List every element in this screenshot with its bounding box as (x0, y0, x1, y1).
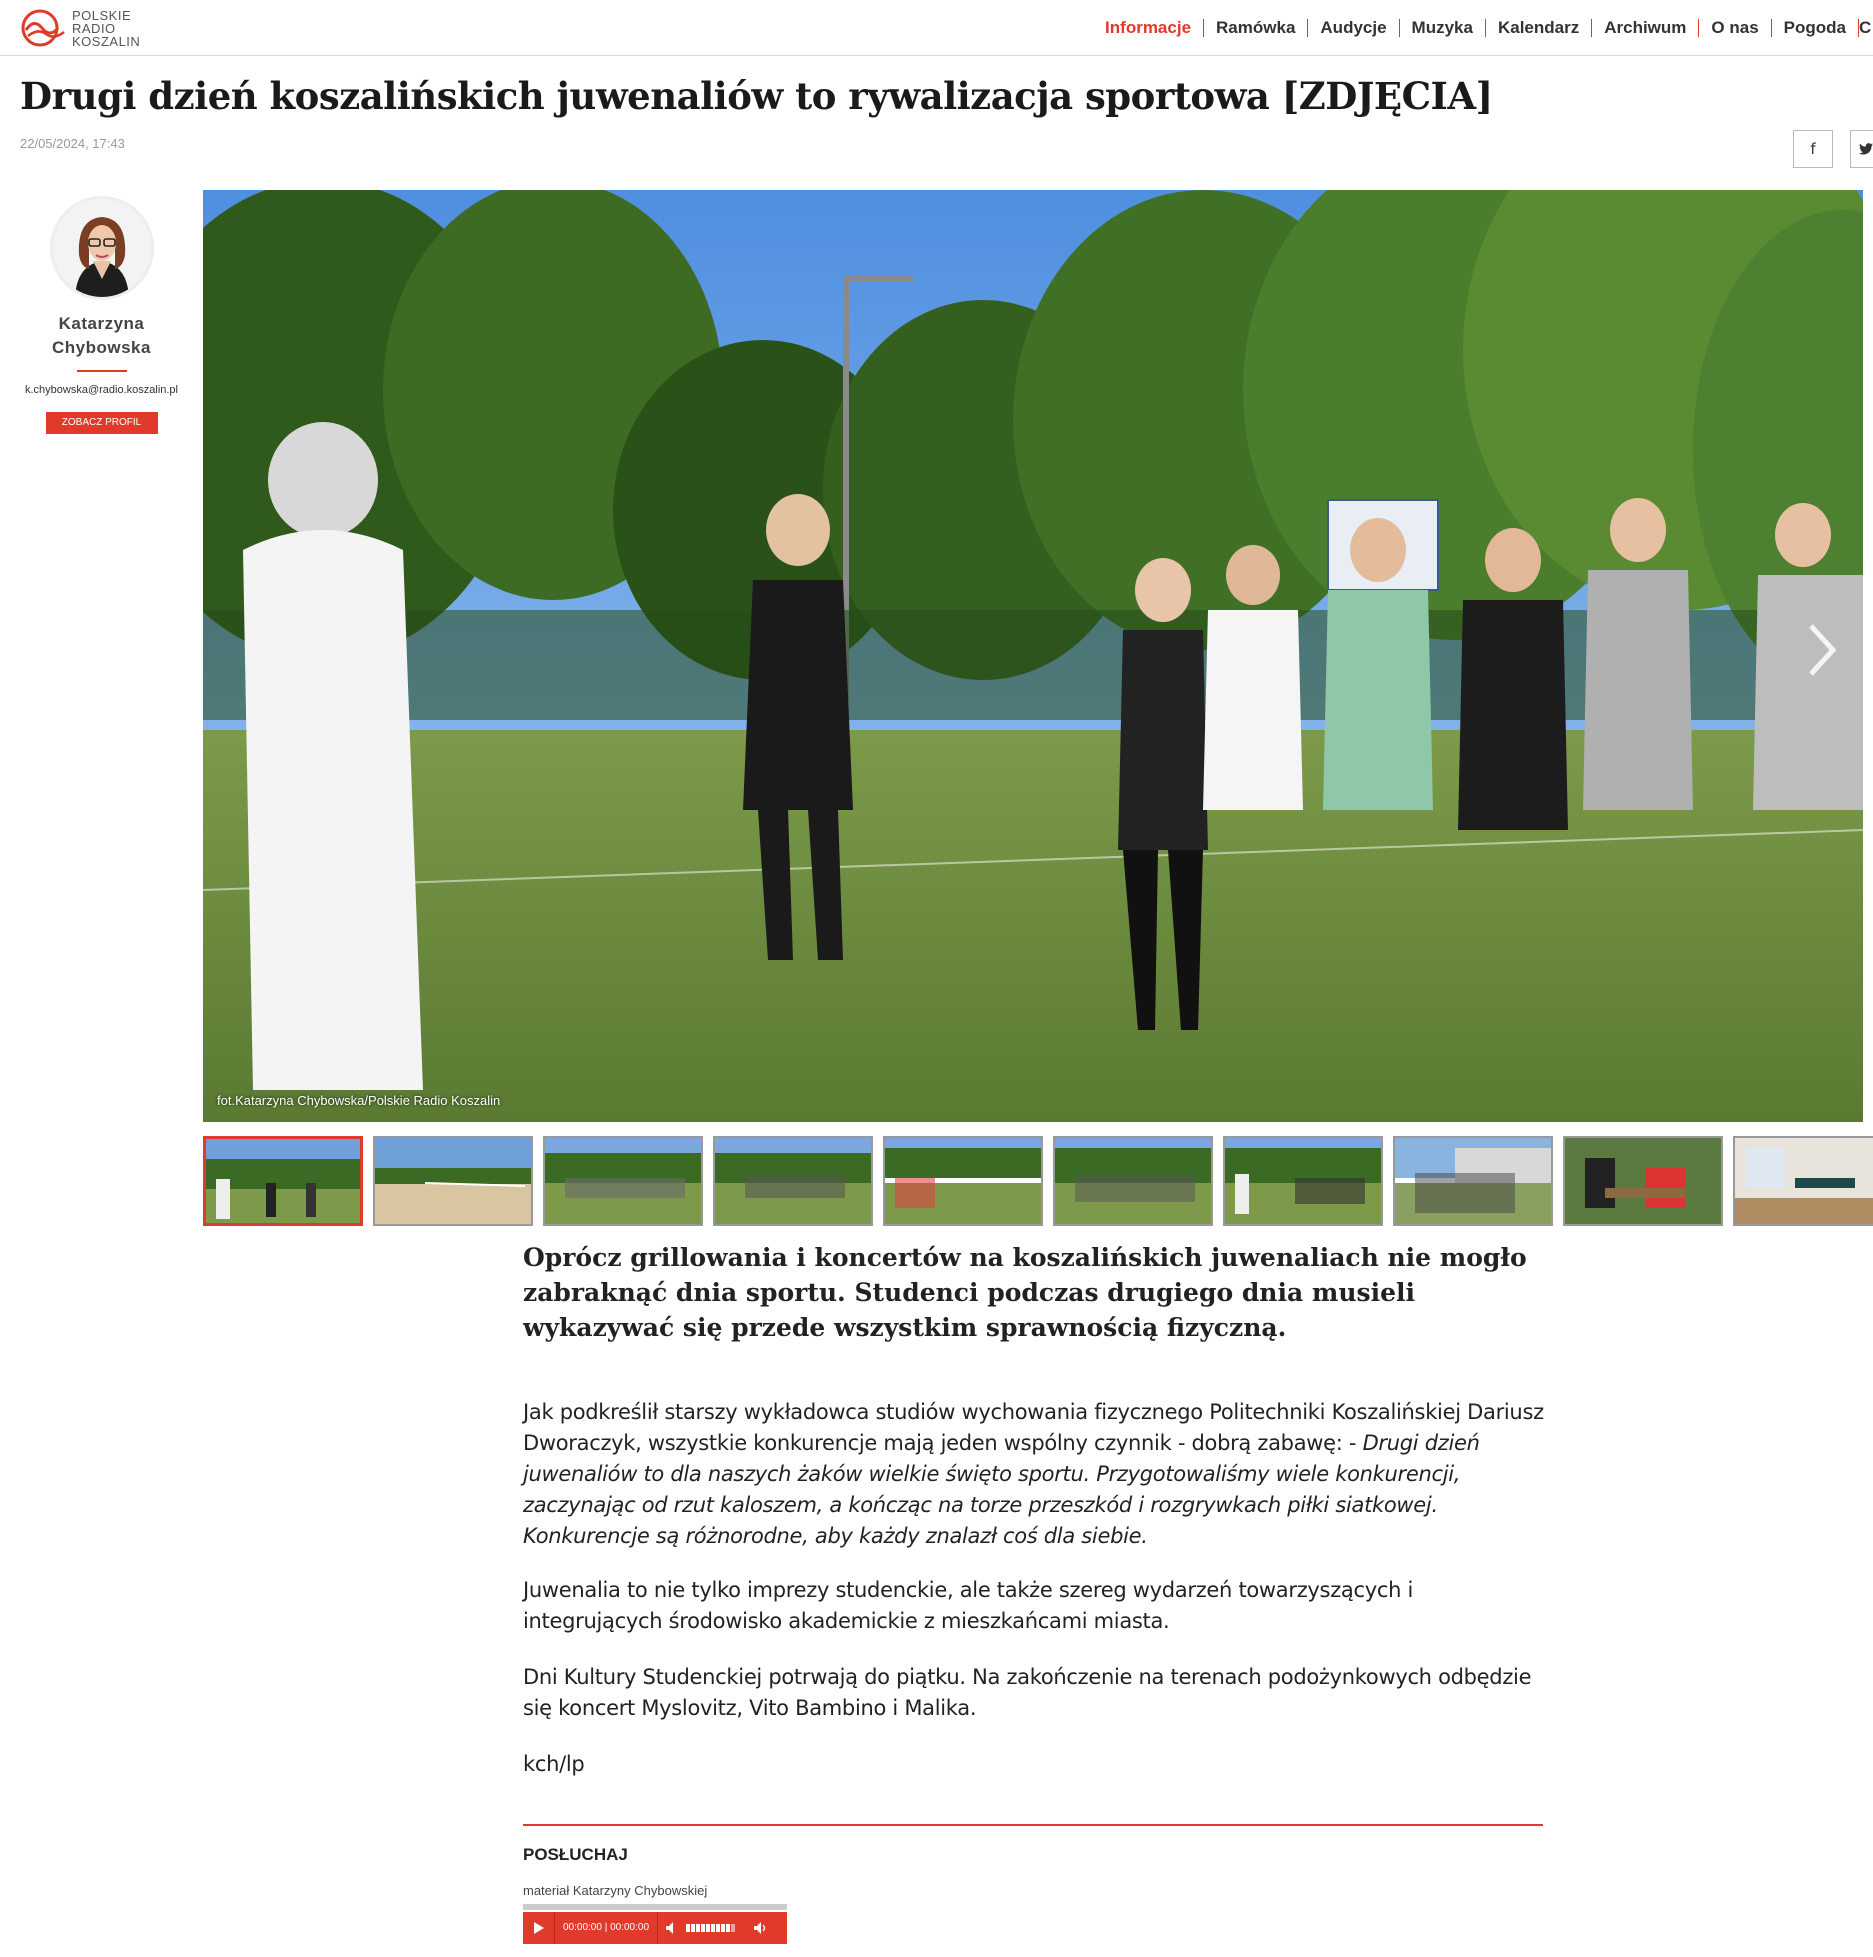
nav-item-informacje[interactable]: Informacje (1093, 19, 1204, 37)
volume-max-icon (754, 1922, 768, 1934)
gallery-thumb-9[interactable] (1563, 1136, 1723, 1226)
article-signature: kch/lp (523, 1752, 585, 1776)
photo-illustration (203, 190, 1863, 1122)
paragraph-1-text: Jak podkreślił starszy wykładowca studiów wychowania fizycznego Politechniki Koszalińskiej Dariusz Dworaczyk, wszystkie konkurencje mają jeden wspólny czynnik - dobrą zabawę: - (523, 1400, 1544, 1455)
author-box (0, 196, 203, 434)
gallery-thumb-10[interactable] (1733, 1136, 1873, 1226)
main-nav (1093, 18, 1873, 38)
author-email[interactable]: k.chybowska@radio.koszalin.pl (24, 384, 178, 396)
nav-item-archiwum[interactable]: Archiwum (1592, 19, 1699, 37)
article-paragraph-1 (523, 1397, 1553, 1552)
author-last-name: Chybowska (52, 338, 151, 357)
radio-wave-logo-icon (20, 8, 66, 48)
nav-item-muzyka[interactable]: Muzyka (1400, 19, 1486, 37)
gallery-thumb-8[interactable] (1393, 1136, 1553, 1226)
play-icon (534, 1922, 544, 1934)
gallery-thumb-5[interactable] (883, 1136, 1043, 1226)
gallery-thumbnails (203, 1136, 1873, 1226)
nav-item-pogoda[interactable]: Pogoda (1772, 19, 1859, 37)
photo-caption: fot.Katarzyna Chybowska/Polskie Radio Koszalin (217, 1093, 501, 1108)
paragraph-1-quote: Drugi dzień juwenaliów to dla naszych żaków wielkie święto sportu. Przygotowaliśmy wiele konkurencji, zaczynając od rzut kaloszem, a kończąc na torze przeszkód i rozgrywkach piłki siatkowej. Konkurencje są różnorodne, aby każdy znalazł coś dla siebie. (523, 1431, 1480, 1548)
gallery-thumb-7[interactable] (1223, 1136, 1383, 1226)
logo-line-2: RADIO (72, 20, 116, 36)
nav-item-o-nas[interactable]: O nas (1699, 19, 1771, 37)
twitter-share-button[interactable] (1850, 130, 1873, 168)
chevron-right-icon (1801, 620, 1841, 680)
listen-subtitle: materiał Katarzyny Chybowskiej (523, 1883, 708, 1898)
audio-player (523, 1912, 787, 1944)
twitter-icon (1859, 143, 1873, 155)
mute-button[interactable] (658, 1912, 686, 1944)
gallery-thumb-6[interactable] (1053, 1136, 1213, 1226)
logo-text (72, 9, 140, 48)
author-avatar[interactable] (50, 196, 154, 300)
nav-item-audycje[interactable]: Audycje (1308, 19, 1399, 37)
author-first-name: Katarzyna (58, 314, 145, 333)
audio-progress-bar[interactable] (523, 1904, 787, 1910)
play-button[interactable] (523, 1912, 555, 1944)
article-lead: Oprócz grillowania i koncertów na koszalińskich juwenaliach nie mogło zabraknąć dnia sportu. Studenci podczas drugiego dnia musieli wykazywać się przede wszystkim sprawnością fizyczną. (523, 1243, 1527, 1342)
nav-item-ramowka[interactable]: Ramówka (1204, 19, 1308, 37)
gallery-main-photo[interactable] (203, 190, 1863, 1122)
gallery-thumb-1[interactable] (203, 1136, 363, 1226)
audio-time: 00:00:00 | 00:00:00 (555, 1912, 658, 1944)
article-date: 22/05/2024, 17:43 (20, 136, 125, 151)
gallery-thumb-3[interactable] (543, 1136, 703, 1226)
gallery-next-button[interactable] (1801, 620, 1841, 680)
article-paragraph-3: Dni Kultury Studenckiej potrwają do piątku. Na zakończenie na terenach podożynkowych odbędzie się koncert Myslovitz, Vito Bambino i Malika. (523, 1665, 1532, 1720)
author-name[interactable] (0, 312, 203, 360)
listen-divider (523, 1824, 1543, 1826)
site-logo[interactable] (20, 8, 140, 48)
facebook-share-button[interactable] (1793, 130, 1833, 168)
site-header (0, 0, 1873, 56)
author-divider (77, 370, 127, 372)
article-paragraph-2: Juwenalia to nie tylko imprezy studenckie, ale także szereg wydarzeń towarzyszących i integrujących środowisko akademickie z mieszkańcami miasta. (523, 1578, 1414, 1633)
facebook-icon: f (1810, 140, 1816, 158)
view-profile-button[interactable]: ZOBACZ PROFIL (46, 412, 158, 434)
listen-title: POSŁUCHAJ (523, 1845, 628, 1864)
article-title: Drugi dzień koszalińskich juwenaliów to rywalizacja sportowa [ZDJĘCIA] (20, 74, 1493, 118)
gallery-thumb-2[interactable] (373, 1136, 533, 1226)
volume-slider[interactable] (686, 1923, 746, 1933)
logo-line-3: KOSZALIN (72, 33, 141, 49)
logo-line-1: POLSKIE (72, 7, 132, 23)
gallery-thumb-4[interactable] (713, 1136, 873, 1226)
max-volume-button[interactable] (746, 1912, 776, 1944)
nav-item-kalendarz[interactable]: Kalendarz (1486, 19, 1592, 37)
speaker-icon (666, 1922, 678, 1934)
nav-overflow-indicator[interactable]: C (1859, 18, 1872, 37)
